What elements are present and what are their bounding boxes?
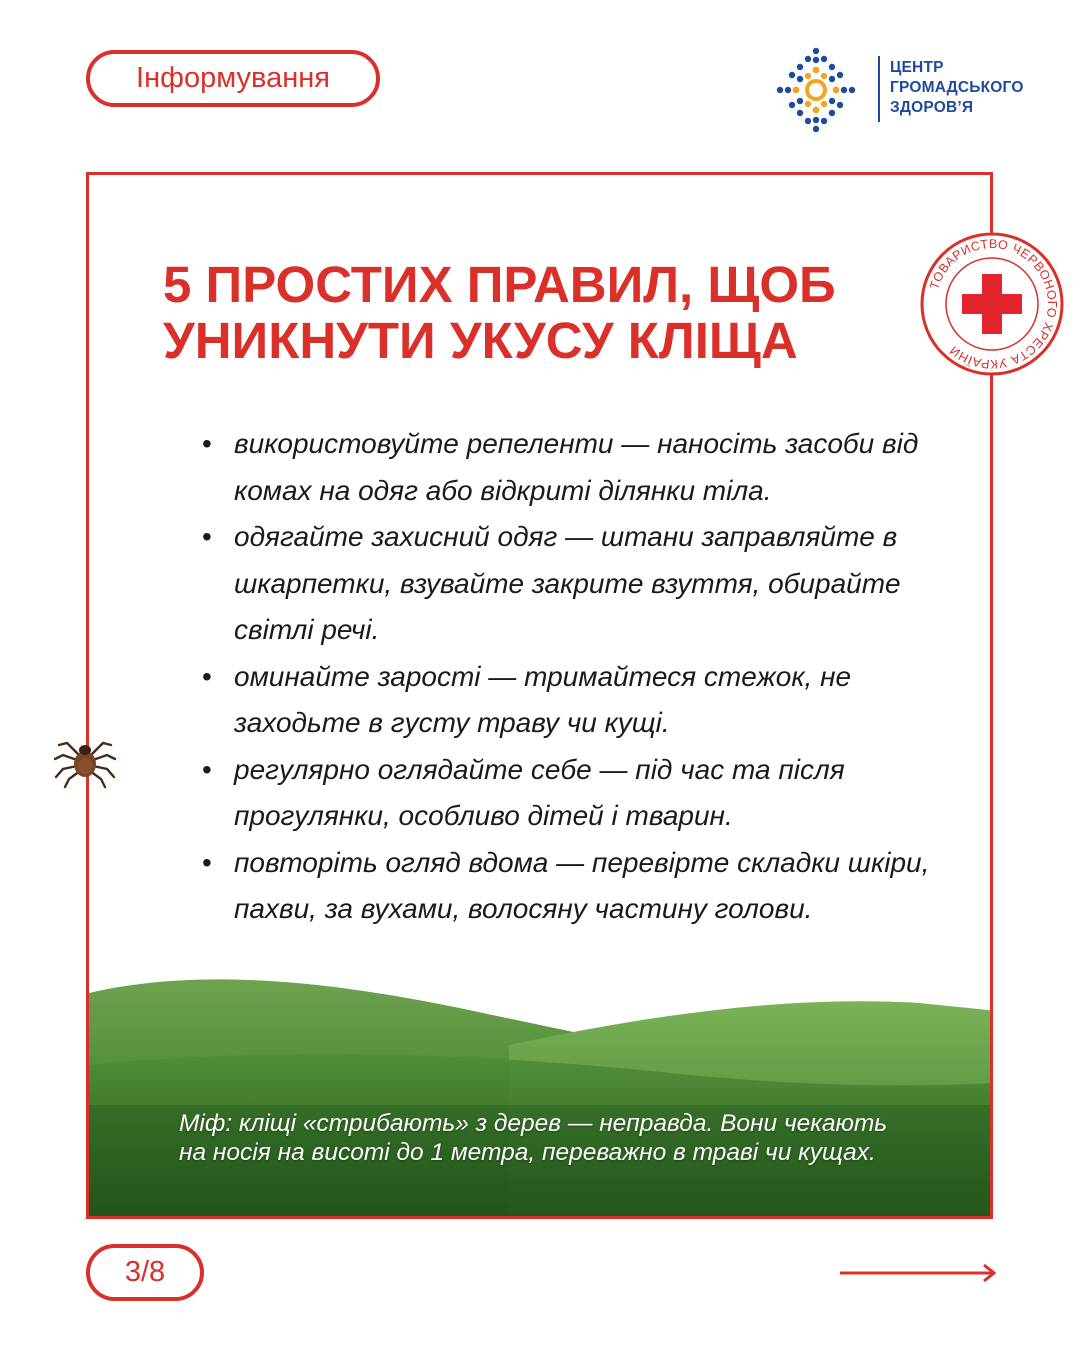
list-item: • регулярно оглядайте себе — під час та після прогулянки, особливо дітей і тварин. <box>202 747 972 840</box>
tick-icon <box>53 733 117 789</box>
list-item: • одягайте захисний одяг — штани заправляйте в шкарпетки, взувайте закрите взуття, обирайте світлі речі. <box>202 514 972 654</box>
myth-line: на носія на висоті до 1 метра, переважно в траві чи кущах. <box>179 1139 876 1166</box>
logo-text <box>890 58 1024 118</box>
page-indicator-label: 3/8 <box>124 1256 166 1288</box>
logo-divider <box>878 56 880 122</box>
category-tag <box>86 50 380 107</box>
page-indicator <box>86 1244 204 1301</box>
logo-line: ЦЕНТР <box>890 59 944 76</box>
logo-line: ЗДОРОВ’Я <box>890 99 974 116</box>
list-item: • оминайте зарості — тримайтеся стежок, не заходьте в густу траву чи кущі. <box>202 654 972 747</box>
title-line: УНИКНУТИ УКУСУ КЛІЩА <box>163 312 798 369</box>
list-item: • повторіть огляд вдома — перевірте складки шкіри, пахви, за вухами, волосяну частину голови. <box>202 840 972 933</box>
page-title <box>163 257 903 369</box>
category-tag-label: Інформування <box>136 62 330 94</box>
myth-note <box>179 1109 969 1167</box>
title-line: 5 ПРОСТИХ ПРАВИЛ, ЩОБ <box>163 256 836 313</box>
list-item: • використовуйте репеленти — наносіть засоби від комах на одяг або відкриті ділянки тіла. <box>202 421 972 514</box>
red-cross-seal <box>918 230 1066 378</box>
meadow-background <box>89 955 993 1219</box>
seal-text: ТОВАРИСТВО ЧЕРВОНОГО ХРЕСТА УКРАЇНИ <box>927 236 1060 372</box>
myth-line: Міф: кліщі «стрибають» з дерев — неправда. Вони чекають <box>179 1110 888 1137</box>
content-card <box>86 172 993 1219</box>
arrow-right-icon[interactable] <box>840 1262 1000 1284</box>
rules-list <box>202 421 972 933</box>
logo-line: ГРОМАДСЬКОГО <box>890 79 1024 96</box>
